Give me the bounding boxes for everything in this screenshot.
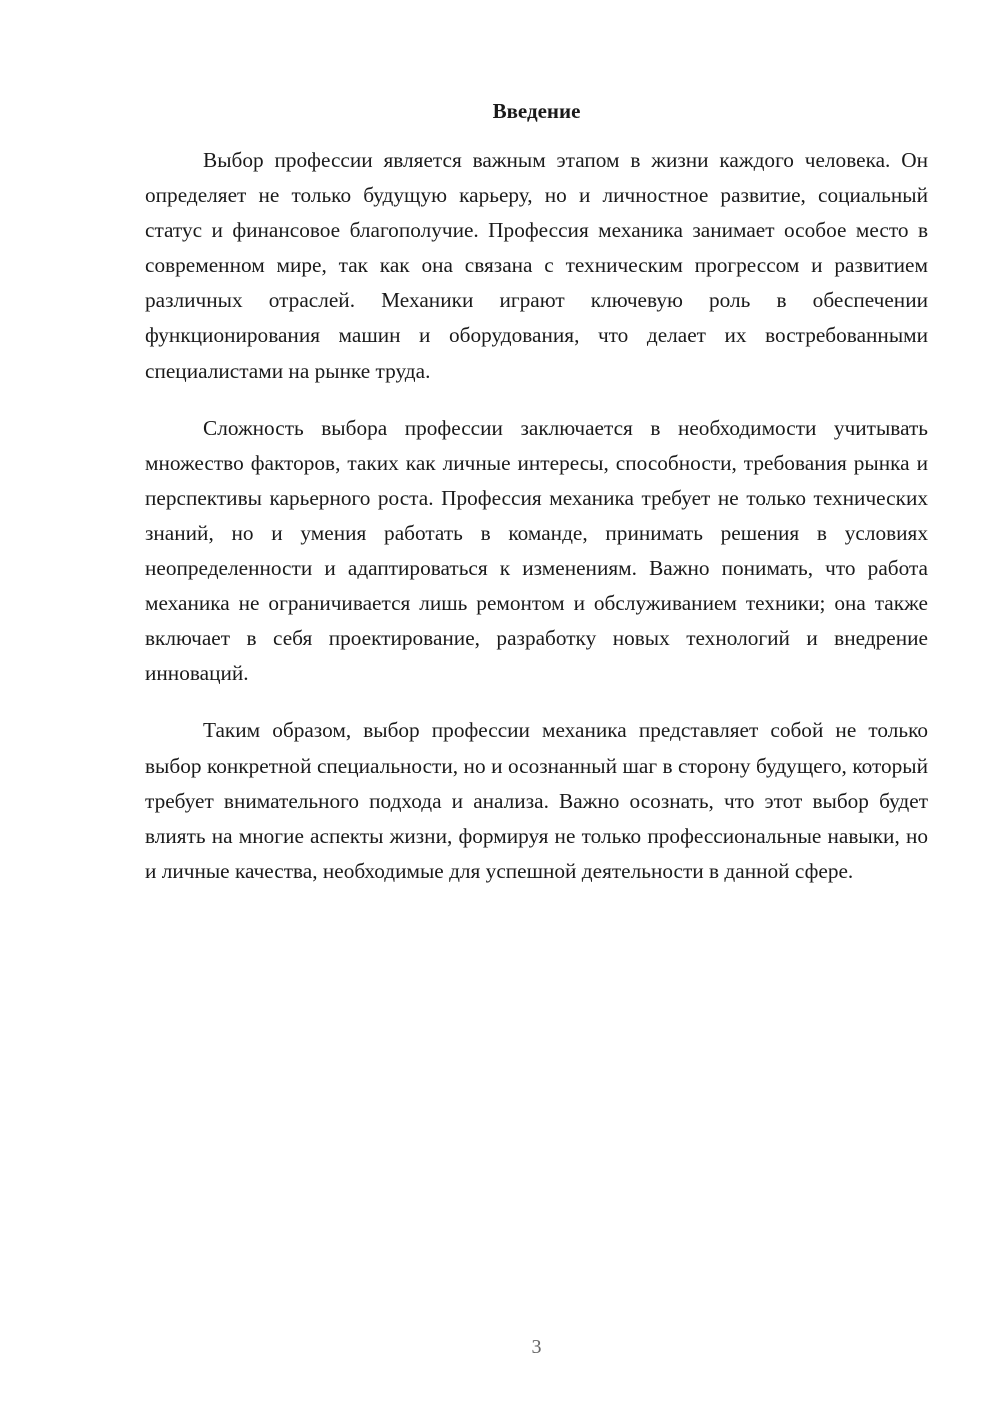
document-body — [145, 143, 928, 911]
paragraph-1: Выбор профессии является важным этапом в жизни каждого человека. Он определяет не только будущую карьеру, но и личностное развитие, социальный статус и финансовое благополучие. Профессия механика занимает особое место в современном мире, так как она связана с техническим прогрессом и развитием различных отраслей. Механики играют ключевую роль в обеспечении функционирования машин и оборудования, что делает их востребованными специалистами на рынке труда. — [145, 148, 928, 383]
page-title: Введение — [492, 99, 581, 123]
paragraph-3: Таким образом, выбор профессии механика представляет собой не только выбор конкретной специальности, но и осознанный шаг в сторону будущего, который требует внимательного подхода и анализа. Важно осознать, что этот выбор будет влиять на многие аспекты жизни, формируя не только профессиональные навыки, но и личные качества, необходимые для успешной деятельности в данной сфере. — [145, 718, 928, 883]
page-number: 3 — [531, 1336, 542, 1358]
paragraph-2: Сложность выбора профессии заключается в необходимости учитывать множество факторов, таких как личные интересы, способности, требования рынка и перспективы карьерного роста. Профессия механика требует не только технических знаний, но и умения работать в команде, принимать решения в условиях неопределенности и адаптироваться к изменениям. Важно понимать, что работа механика не ограничивается лишь ремонтом и обслуживанием техники; она также включает в себя проектирование, разработку новых технологий и внедрение инноваций. — [145, 415, 928, 686]
